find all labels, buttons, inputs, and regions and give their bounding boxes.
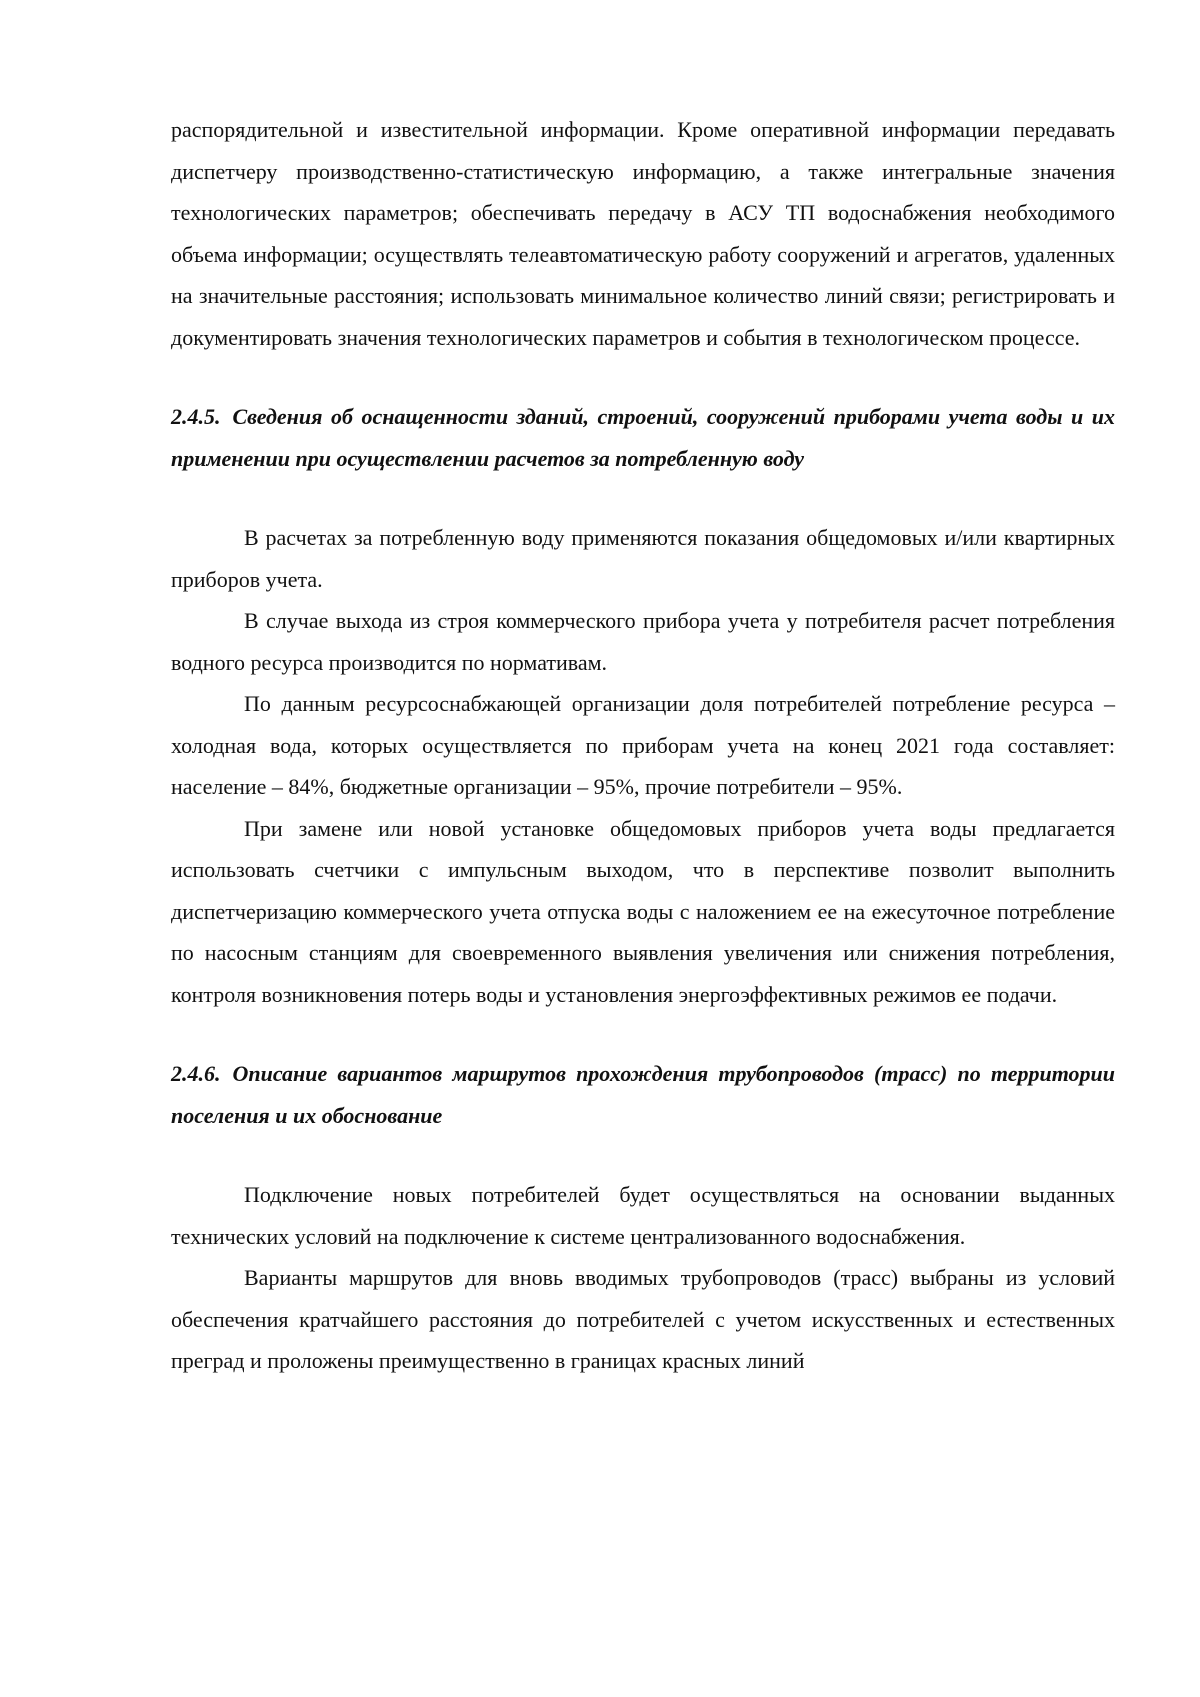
- section-title: Описание вариантов маршрутов прохождения трубопроводов (трасс) по территории поселения и их обоснование: [171, 1061, 1115, 1128]
- section-body-2-4-6: [171, 1174, 1115, 1382]
- body-paragraph: В случае выхода из строя коммерческого прибора учета у потребителя расчет потребления водного ресурса производится по нормативам.: [171, 608, 1115, 675]
- body-paragraph: Подключение новых потребителей будет осуществляться на основании выданных технических условий на подключение к системе централизованного водоснабжения.: [171, 1182, 1115, 1249]
- section-number: 2.4.5.: [171, 404, 221, 429]
- section-body-2-4-5: [171, 517, 1115, 1015]
- document-page: [171, 109, 1115, 1382]
- body-paragraph: По данным ресурсоснабжающей организации доля потребителей потребление ресурса – холодная вода, которых осуществляется по приборам учета на конец 2021 года составляет: население – 84%, бюджетные организации – 95%, прочие потребители – 95%.: [171, 691, 1115, 799]
- body-paragraph: При замене или новой установке общедомовых приборов учета воды предлагается использовать счетчики с импульсным выходом, что в перспективе позволит выполнить диспетчеризацию коммерческого учета отпуска воды с наложением ее на ежесуточное потребление по насосным станциям для своевременного выявления увеличения или снижения потребления, контроля возникновения потерь воды и установления энергоэффективных режимов ее подачи.: [171, 815, 1115, 1007]
- section-heading-2-4-5: [171, 396, 1115, 479]
- body-paragraph: распорядительной и известительной информации. Кроме оперативной информации передавать диспетчеру производственно-статистическую информацию, а также интегральные значения технологических параметров; обеспечивать передачу в АСУ ТП водоснабжения необходимого объема информации; осуществлять телеавтоматическую работу сооружений и агрегатов, удаленных на значительные расстояния; использовать минимальное количество линий связи; регистрировать и документировать значения технологических параметров и события в технологическом процессе.: [171, 117, 1115, 350]
- section-heading-2-4-6: [171, 1053, 1115, 1136]
- body-paragraph: В расчетах за потребленную воду применяются показания общедомовых и/или квартирных приборов учета.: [171, 525, 1115, 592]
- body-paragraph: Варианты маршрутов для вновь вводимых трубопроводов (трасс) выбраны из условий обеспечения кратчайшего расстояния до потребителей с учетом искусственных и естественных преград и проложены преимущественно в границах красных линий: [171, 1265, 1115, 1373]
- section-title: Сведения об оснащенности зданий, строений, сооружений приборами учета воды и их применении при осуществлении расчетов за потребленную воду: [171, 404, 1115, 471]
- section-number: 2.4.6.: [171, 1061, 221, 1086]
